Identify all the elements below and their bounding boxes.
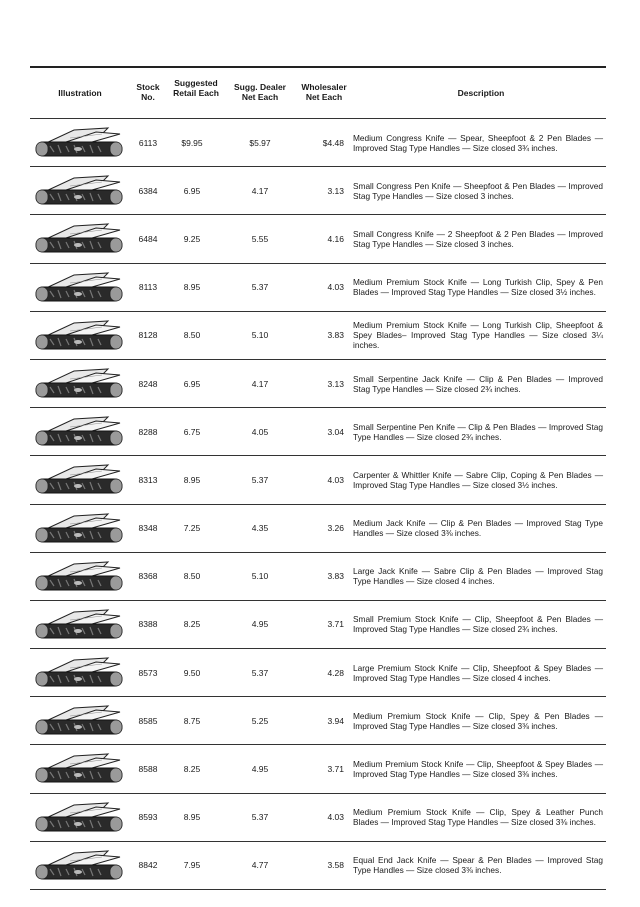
- knife-illustration-icon: [30, 604, 126, 646]
- wholesaler-net-price: 3.83: [327, 571, 344, 582]
- knife-illustration-icon: [30, 459, 126, 501]
- table-row: [30, 118, 606, 166]
- knife-illustration-icon: [30, 267, 126, 309]
- knife-illustration-icon: [30, 652, 126, 694]
- suggested-retail-price: 6.95: [183, 378, 201, 389]
- stock-number: 8288: [138, 426, 158, 437]
- suggested-retail-price: 8.50: [183, 571, 201, 582]
- wholesaler-net-price: 4.03: [327, 282, 344, 293]
- table-row: [30, 407, 606, 455]
- knife-illustration-icon: [30, 122, 126, 164]
- table-row: [30, 744, 606, 792]
- wholesaler-net-price: $4.48: [322, 137, 344, 148]
- wholesaler-net-price: 3.04: [327, 426, 344, 437]
- knife-illustration-icon: [30, 411, 126, 453]
- suggested-retail-price: 8.50: [183, 330, 201, 341]
- dealer-net-price: 5.37: [251, 667, 269, 678]
- table-row: [30, 793, 606, 841]
- knife-illustration-icon: [30, 748, 126, 790]
- wholesaler-net-price: 4.28: [327, 667, 344, 678]
- table-header: [30, 72, 606, 118]
- suggested-retail-price: 9.25: [183, 233, 201, 244]
- stock-number: 8113: [138, 282, 158, 293]
- knife-description: Carpenter & Whittler Knife — Sabre Clip, Coping & Pen Blades — Improved Stag Type Handles — Size closed 3½ inches.: [353, 469, 603, 490]
- knife-description: Small Serpentine Jack Knife — Clip & Pen Blades — Improved Stag Type Handles — Size closed 2¾ inches.: [353, 373, 603, 394]
- dealer-net-price: 4.95: [251, 764, 269, 775]
- knife-description: Medium Congress Knife — Spear, Sheepfoot & 2 Pen Blades — Improved Stag Type Handles — Size closed 3¾ inches.: [353, 132, 603, 153]
- suggested-retail-price: 9.50: [183, 667, 201, 678]
- wholesaler-net-price: 3.71: [327, 764, 344, 775]
- knife-illustration-icon: [30, 797, 126, 839]
- table-row: [30, 504, 606, 552]
- wholesaler-net-price: 4.16: [327, 233, 344, 244]
- suggested-retail-price: 6.75: [183, 426, 201, 437]
- header-suggested-retail: Suggested Retail Each: [173, 78, 219, 98]
- knife-description: Large Premium Stock Knife — Clip, Sheepfoot & Spey Blades — Improved Stag Type Handles — Size closed 4 inches.: [353, 662, 603, 683]
- dealer-net-price: 4.05: [251, 426, 269, 437]
- stock-number: 8248: [138, 378, 158, 389]
- wholesaler-net-price: 3.94: [327, 715, 344, 726]
- knife-illustration-icon: [30, 845, 126, 887]
- suggested-retail-price: 8.95: [183, 474, 201, 485]
- knife-description: Small Premium Stock Knife — Clip, Sheepfoot & Pen Blades — Improved Stag Type Handles — Size closed 2¾ inches.: [353, 614, 603, 635]
- stock-number: 8588: [138, 764, 158, 775]
- top-rule: [30, 66, 606, 68]
- wholesaler-net-price: 3.83: [327, 330, 344, 341]
- dealer-net-price: 5.55: [251, 233, 269, 244]
- stock-number: 8388: [138, 619, 158, 630]
- knife-description: Medium Premium Stock Knife — Long Turkish Clip, Sheepfoot & Spey Blades– Improved Stag Type Handles — Size closed 3¼ inches.: [353, 320, 603, 351]
- suggested-retail-price: 7.25: [183, 523, 201, 534]
- dealer-net-price: 4.35: [251, 523, 269, 534]
- header-illustration: Illustration: [58, 88, 102, 98]
- stock-number: 8585: [138, 715, 158, 726]
- stock-number: 8573: [138, 667, 158, 678]
- suggested-retail-price: 6.95: [183, 185, 201, 196]
- stock-number: 8128: [138, 330, 158, 341]
- wholesaler-net-price: 4.03: [327, 812, 344, 823]
- wholesaler-net-price: 3.26: [327, 523, 344, 534]
- header-dealer-net: Sugg. Dealer Net Each: [234, 82, 286, 102]
- dealer-net-price: 5.37: [251, 474, 269, 485]
- stock-number: 8348: [138, 523, 158, 534]
- knife-description: Equal End Jack Knife — Spear & Pen Blades — Improved Stag Type Handles — Size closed 3⅜ inches.: [353, 855, 603, 876]
- header-stock-no: Stock No.: [136, 82, 160, 102]
- wholesaler-net-price: 3.58: [327, 860, 344, 871]
- stock-number: 8313: [138, 474, 158, 485]
- dealer-net-price: 4.95: [251, 619, 269, 630]
- dealer-net-price: 5.37: [251, 282, 269, 293]
- knife-description: Medium Premium Stock Knife — Clip, Sheepfoot & Spey Blades — Improved Stag Type Handles — Size closed 3⅜ inches.: [353, 759, 603, 780]
- dealer-net-price: 5.10: [251, 571, 269, 582]
- knife-description: Small Congress Knife — 2 Sheepfoot & 2 Pen Blades — Improved Stag Type Handles — Size closed 3 inches.: [353, 228, 603, 249]
- dealer-net-price: 4.17: [251, 185, 269, 196]
- table-row: [30, 455, 606, 503]
- table-row: [30, 696, 606, 744]
- table-row: [30, 214, 606, 262]
- knife-description: Medium Jack Knife — Clip & Pen Blades — Improved Stag Type Handles — Size closed 3⅜ inches.: [353, 518, 603, 539]
- table-row: [30, 552, 606, 600]
- suggested-retail-price: 8.95: [183, 812, 201, 823]
- header-wholesaler-net: Wholesaler Net Each: [301, 82, 347, 102]
- wholesaler-net-price: 3.13: [327, 185, 344, 196]
- dealer-net-price: 4.77: [251, 860, 269, 871]
- dealer-net-price: 4.17: [251, 378, 269, 389]
- knife-description: Medium Premium Stock Knife — Clip, Spey & Leather Punch Blades — Improved Stag Type Handles — Size closed 3⅜ inches.: [353, 807, 603, 828]
- dealer-net-price: 5.25: [251, 715, 269, 726]
- dealer-net-price: $5.97: [249, 137, 271, 148]
- stock-number: 8593: [138, 812, 158, 823]
- stock-number: 6484: [138, 233, 158, 244]
- knife-illustration-icon: [30, 170, 126, 212]
- knife-price-table: [30, 118, 606, 890]
- knife-description: Medium Premium Stock Knife — Clip, Spey & Pen Blades — Improved Stag Type Handles — Size closed 3⅜ inches.: [353, 710, 603, 731]
- header-description: Description: [457, 88, 505, 98]
- knife-illustration-icon: [30, 556, 126, 598]
- stock-number: 6113: [138, 137, 158, 148]
- stock-number: 8842: [138, 860, 158, 871]
- table-row: [30, 166, 606, 214]
- knife-illustration-icon: [30, 218, 126, 260]
- knife-illustration-icon: [30, 315, 126, 357]
- table-row: [30, 600, 606, 648]
- table-row: [30, 263, 606, 311]
- table-row: [30, 648, 606, 696]
- knife-description: Large Jack Knife — Sabre Clip & Pen Blades — Improved Stag Type Handles — Size closed 4 inches.: [353, 566, 603, 587]
- suggested-retail-price: 7.95: [183, 860, 201, 871]
- wholesaler-net-price: 4.03: [327, 474, 344, 485]
- knife-illustration-icon: [30, 508, 126, 550]
- wholesaler-net-price: 3.13: [327, 378, 344, 389]
- dealer-net-price: 5.10: [251, 330, 269, 341]
- dealer-net-price: 5.37: [251, 812, 269, 823]
- wholesaler-net-price: 3.71: [327, 619, 344, 630]
- suggested-retail-price: 8.95: [183, 282, 201, 293]
- table-row: [30, 841, 606, 890]
- suggested-retail-price: 8.75: [183, 715, 201, 726]
- stock-number: 6384: [138, 185, 158, 196]
- knife-description: Small Congress Pen Knife — Sheepfoot & Pen Blades — Improved Stag Type Handles — Size closed 3 inches.: [353, 180, 603, 201]
- knife-description: Medium Premium Stock Knife — Long Turkish Clip, Spey & Pen Blades — Improved Stag Type Handles — Size closed 3½ inches.: [353, 277, 603, 298]
- table-row: [30, 311, 606, 359]
- knife-illustration-icon: [30, 363, 126, 405]
- suggested-retail-price: 8.25: [183, 764, 201, 775]
- knife-illustration-icon: [30, 700, 126, 742]
- stock-number: 8368: [138, 571, 158, 582]
- table-row: [30, 359, 606, 407]
- suggested-retail-price: 8.25: [183, 619, 201, 630]
- knife-description: Small Serpentine Pen Knife — Clip & Pen Blades — Improved Stag Type Handles — Size closed 2¾ inches.: [353, 421, 603, 442]
- suggested-retail-price: $9.95: [181, 137, 203, 148]
